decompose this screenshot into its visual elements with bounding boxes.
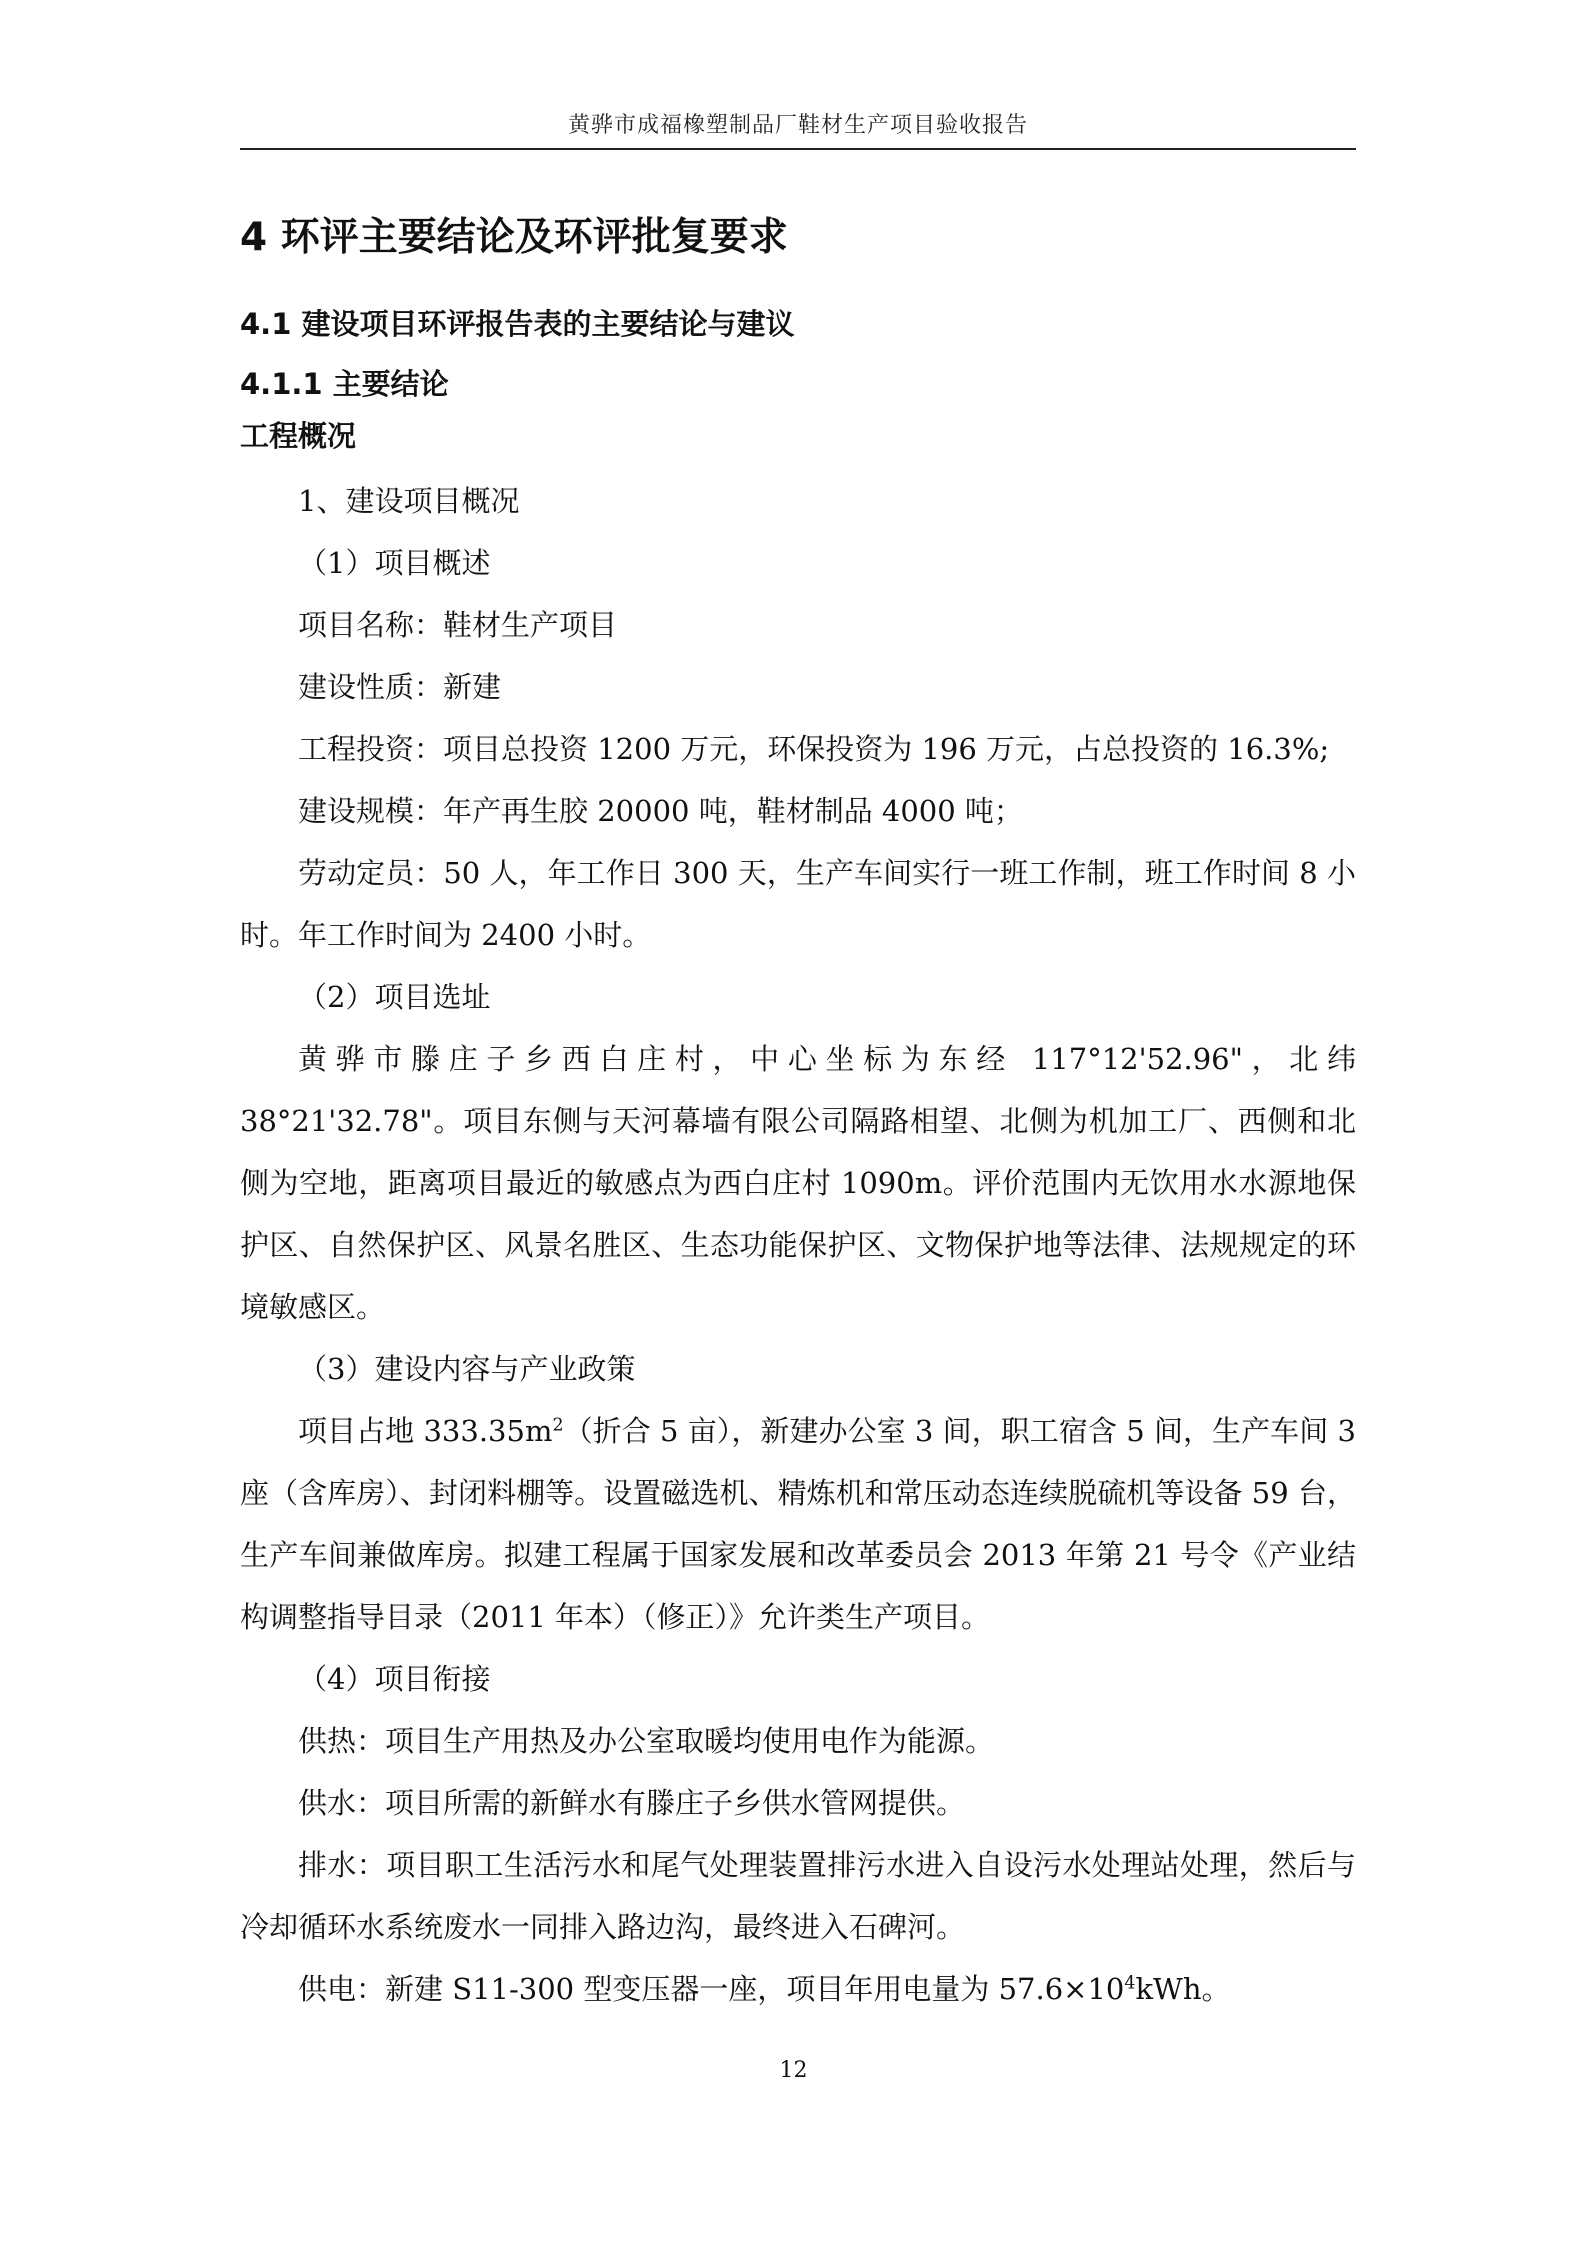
paragraph: 工程投资：项目总投资 1200 万元，环保投资为 196 万元，占总投资的 16.3%; [298, 732, 1330, 766]
paragraph: 劳动定员：50 人，年工作日 300 天，生产车间实行一班工作制，班工作时间 8 小时。年工作时间为 2400 小时。 [240, 856, 1356, 952]
text-run: 项目占地 333.35m [298, 1414, 553, 1448]
text-run: （折合 5 亩），新建办公室 3 间，职工宿含 5 间，生产车间 3 座（含库房）、封闭料棚等。设置磁选机、精炼机和常压动态连续脱硫机等设备 59 台，生产车间兼做库房。拟建工程属于国家发展和改革委员会 2013 年第 21 号令《产业结构调整指导目录（2011 年本）（修正）》允许类生产项目。 [240, 1414, 1356, 1634]
paragraph: 排水：项目职工生活污水和尾气处理装置排污水进入自设污水处理站处理，然后与冷却循环水系统废水一同排入路边沟，最终进入石碑河。 [240, 1848, 1356, 1944]
topic-heading: 工程概况 [240, 419, 357, 453]
paragraph: （3）建设内容与产业政策 [298, 1352, 636, 1386]
header-divider [240, 148, 1356, 150]
paragraph [240, 1958, 1356, 2020]
superscript: 2 [552, 1415, 564, 1436]
paragraph: （2）项目选址 [298, 980, 491, 1014]
paragraph: 供热：项目生产用热及办公室取暖均使用电作为能源。 [298, 1724, 995, 1758]
superscript: 4 [1124, 1973, 1136, 1994]
paragraph: 项目名称：鞋材生产项目 [298, 608, 618, 642]
paragraph: 建设性质：新建 [298, 670, 502, 704]
paragraph: 供水：项目所需的新鲜水有滕庄子乡供水管网提供。 [298, 1786, 966, 1820]
paragraph: 建设规模：年产再生胶 20000 吨，鞋材制品 4000 吨； [298, 794, 1023, 828]
paragraph: 黄骅市滕庄子乡西白庄村，中心坐标为东经 117°12'52.96"，北纬 38°21'32.78"。项目东侧与天河幕墙有限公司隔路相望、北侧为机加工厂、西侧和北侧为空地，距离项目最近的敏感点为西白庄村 1090m。评价范围内无饮用水水源地保护区、自然保护区、风景名胜区、生态功能保护区、文物保护地等法律、法规规定的环境敏感区。 [240, 1042, 1356, 1324]
text-run: 供电：新建 S11-300 型变压器一座，项目年用电量为 57.6×10 [298, 1972, 1125, 2006]
paragraph: （1）项目概述 [298, 546, 491, 580]
section-heading: 4.1 建设项目环评报告表的主要结论与建议 [240, 307, 795, 341]
subsection-heading: 4.1.1 主要结论 [240, 367, 449, 401]
page-number: 12 [779, 2058, 808, 2083]
text-run: kWh。 [1135, 1972, 1231, 2006]
paragraph: 1、建设项目概况 [298, 484, 520, 518]
body-text [240, 470, 1356, 2020]
paragraph: （4）项目衔接 [298, 1662, 491, 1696]
chapter-heading: 4 环评主要结论及环评批复要求 [240, 215, 788, 260]
paragraph [240, 1400, 1356, 1648]
running-header: 黄骅市成福橡塑制品厂鞋材生产项目验收报告 [567, 113, 1028, 138]
